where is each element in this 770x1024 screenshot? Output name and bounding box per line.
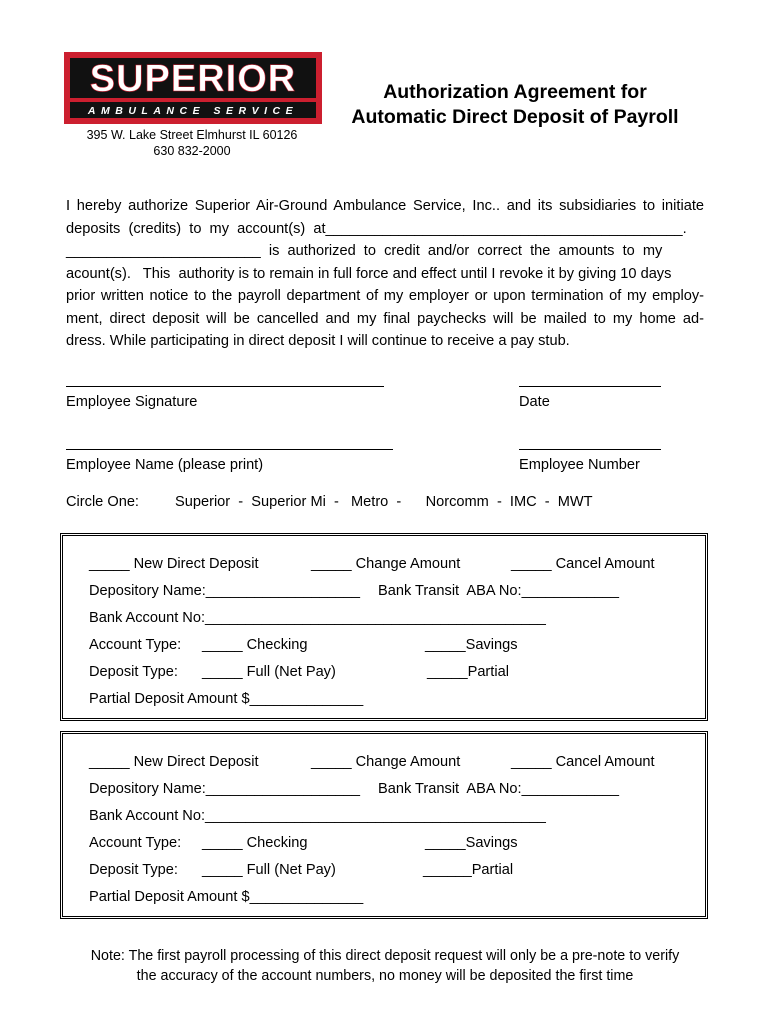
note-text bbox=[60, 946, 710, 986]
auth-line-4: acount(s). This authority is to remain in full force and effect until I revoke it by giving 10 days bbox=[66, 265, 672, 282]
deposit-form-1 bbox=[60, 533, 708, 721]
bank-account-field[interactable]: Bank Account No:__________________________________________ bbox=[89, 808, 546, 824]
savings-option[interactable]: _____Savings bbox=[425, 835, 518, 851]
bank-transit-field[interactable]: Bank Transit ABA No:____________ bbox=[378, 583, 619, 599]
cancel-amount-option[interactable]: _____ Cancel Amount bbox=[511, 754, 655, 770]
full-net-pay-option[interactable]: _____ Full (Net Pay) bbox=[202, 664, 336, 680]
checking-option[interactable]: _____ Checking bbox=[202, 835, 308, 851]
title-line-2: Automatic Direct Deposit of Payroll bbox=[351, 106, 679, 128]
cancel-amount-option[interactable]: _____ Cancel Amount bbox=[511, 556, 655, 572]
deposit-form-2 bbox=[60, 731, 708, 919]
new-direct-deposit-option[interactable]: _____ New Direct Deposit bbox=[89, 556, 259, 572]
change-amount-option[interactable]: _____ Change Amount bbox=[311, 754, 461, 770]
circle-one-label: Circle One: bbox=[66, 494, 139, 510]
auth-line-3: ________________________ is authorized to credit and/or correct the amounts to my bbox=[66, 243, 663, 259]
company-options[interactable]: Superior - Superior Mi - Metro - Norcomm - IMC - MWT bbox=[175, 494, 593, 510]
account-type-label: Account Type: bbox=[89, 835, 182, 851]
bank-transit-field[interactable]: Bank Transit ABA No:____________ bbox=[378, 781, 619, 797]
partial-option[interactable]: _____Partial bbox=[427, 664, 509, 680]
title-line-1: Authorization Agreement for bbox=[383, 81, 647, 103]
employee-name-line[interactable] bbox=[66, 449, 393, 450]
savings-option[interactable]: _____Savings bbox=[425, 637, 518, 653]
depository-name-field[interactable]: Depository Name:___________________ bbox=[89, 583, 361, 599]
auth-line-7: dress. While participating in direct deposit I will continue to receive a pay stub. bbox=[66, 333, 570, 349]
document-title bbox=[340, 80, 690, 130]
bank-account-field[interactable]: Bank Account No:__________________________________________ bbox=[89, 610, 546, 626]
checking-option[interactable]: _____ Checking bbox=[202, 637, 308, 653]
auth-line-2: deposits (credits) to my account(s) at____________________________________________. bbox=[66, 220, 687, 237]
company-address bbox=[64, 127, 320, 159]
address-phone: 630 832-2000 bbox=[153, 144, 231, 158]
change-amount-option[interactable]: _____ Change Amount bbox=[311, 556, 461, 572]
note-line-1: Note: The first payroll processing of this direct deposit request will only be a pre-note to verify bbox=[90, 948, 680, 964]
new-direct-deposit-option[interactable]: _____ New Direct Deposit bbox=[89, 754, 259, 770]
employee-signature-line[interactable] bbox=[66, 386, 384, 387]
logo-name: SUPERIOR bbox=[89, 58, 297, 100]
employee-name-label: Employee Name (please print) bbox=[66, 457, 264, 473]
partial-deposit-amount-field[interactable]: Partial Deposit Amount $______________ bbox=[89, 691, 364, 707]
note-line-2: the accuracy of the account numbers, no money will be deposited the first time bbox=[136, 968, 634, 984]
address-street: 395 W. Lake Street Elmhurst IL 60126 bbox=[86, 128, 298, 142]
auth-line-6: ment, direct deposit will be cancelled and my final paychecks will be mailed to my home ad- bbox=[66, 310, 704, 327]
company-logo bbox=[64, 52, 322, 124]
authorization-paragraph bbox=[66, 195, 704, 353]
depository-name-field[interactable]: Depository Name:___________________ bbox=[89, 781, 361, 797]
employee-number-line[interactable] bbox=[519, 449, 661, 450]
deposit-type-label: Deposit Type: bbox=[89, 862, 178, 878]
employee-number-label: Employee Number bbox=[519, 457, 640, 473]
deposit-type-label: Deposit Type: bbox=[89, 664, 178, 680]
superior-logo-graphic bbox=[64, 52, 322, 124]
date-label: Date bbox=[519, 394, 550, 410]
partial-option[interactable]: ______Partial bbox=[423, 862, 514, 878]
partial-deposit-amount-field[interactable]: Partial Deposit Amount $______________ bbox=[89, 889, 364, 905]
date-line[interactable] bbox=[519, 386, 661, 387]
logo-tagline: AMBULANCE SERVICE bbox=[87, 105, 299, 117]
auth-line-1: I hereby authorize Superior Air-Ground Ambulance Service, Inc.. and its subsidiaries to initiate bbox=[66, 198, 704, 214]
account-type-label: Account Type: bbox=[89, 637, 182, 653]
auth-line-5: prior written notice to the payroll department of my employer or upon termination of my employ- bbox=[66, 288, 704, 304]
employee-signature-label: Employee Signature bbox=[66, 394, 198, 410]
full-net-pay-option[interactable]: _____ Full (Net Pay) bbox=[202, 862, 336, 878]
